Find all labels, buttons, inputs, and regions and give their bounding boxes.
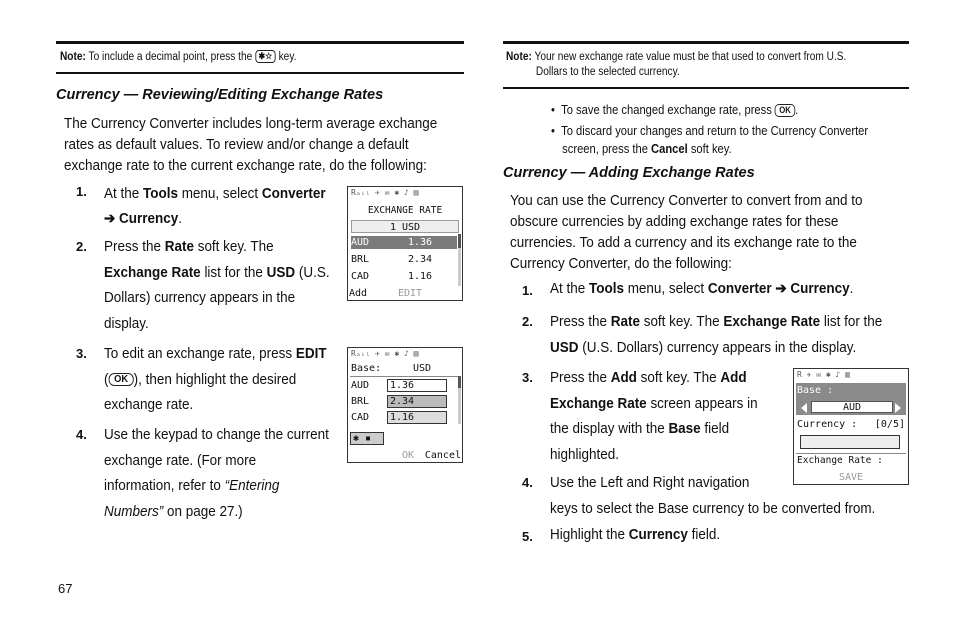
status-bar: Rₐᵢₗ ✈ ✉ ✱ ♪ ▥ — [351, 349, 419, 358]
status-bar: Rₐᵢₗ ✈ ✉ ✱ ♪ ▥ — [351, 188, 419, 197]
note-text-end: key. — [278, 51, 297, 63]
screen-title: EXCHANGE RATE — [367, 205, 443, 216]
text: list for the — [820, 314, 883, 330]
text: field. — [687, 527, 721, 543]
bullet-dot: • — [551, 102, 562, 117]
text: Press the — [550, 314, 611, 330]
converter-term: Converter — [261, 186, 326, 202]
right-step-2 — [550, 310, 882, 361]
intro-line: rates as default values. To review and/or change a default — [64, 137, 409, 153]
text: Press the — [550, 370, 611, 386]
add-term: Add — [720, 370, 747, 386]
step-number: 2. — [76, 239, 87, 254]
currency-label: Currency : — [797, 419, 858, 430]
scrollbar-thumb — [458, 376, 461, 388]
scrollbar-thumb — [458, 234, 461, 248]
text: (U.S. — [295, 264, 330, 281]
text: soft key. The — [636, 370, 721, 386]
text: Use the keypad to change the current — [104, 427, 329, 443]
text: exchange rate. (For more — [104, 452, 257, 469]
currency-term: Currency — [628, 527, 688, 543]
save-softkey: SAVE — [838, 472, 864, 483]
left-intro-paragraph — [64, 114, 437, 177]
status-bar: R ✈ ✉ ✱ ♪ ▥ — [797, 370, 850, 379]
text: display. — [104, 315, 149, 332]
text: soft key. The — [193, 239, 274, 255]
text: menu, select — [623, 281, 708, 297]
text: At the — [550, 281, 589, 297]
text: . — [795, 102, 799, 117]
base-label: Base: — [351, 363, 382, 374]
text: field — [700, 421, 730, 437]
step-number: 3. — [522, 370, 533, 385]
bullet-dot: • — [551, 123, 562, 138]
text: Dollars) currency appears in the — [104, 290, 296, 306]
currency-code: BRL — [351, 396, 370, 407]
text: on page 27.) — [163, 503, 243, 520]
exchange-rate-term: Exchange Rate — [550, 395, 647, 412]
text: exchange rate. — [104, 397, 194, 413]
text: To edit an exchange rate, press — [104, 346, 296, 362]
right-intro-paragraph — [510, 191, 863, 275]
currency-input — [800, 435, 900, 449]
rate-row-brl — [351, 253, 457, 266]
currency-code: CAD — [351, 412, 370, 423]
ok-softkey: OK — [402, 450, 415, 461]
star-key-icon: ✱☆ — [255, 50, 276, 63]
text: Highlight the — [550, 527, 629, 543]
edit-rate-screen — [347, 347, 463, 463]
reference-link: “Entering — [224, 478, 280, 494]
bullet-save — [551, 101, 798, 119]
rate-row-brl — [351, 395, 459, 408]
currency-term: ➔ Currency — [104, 211, 179, 227]
converter-currency-term: Converter ➔ Currency — [707, 281, 850, 297]
base-row — [351, 362, 459, 375]
note-text: To include a decimal point, press the — [88, 51, 253, 63]
left-note-top-rule — [56, 41, 464, 44]
text: . — [178, 211, 183, 227]
add-softkey: Add — [349, 288, 368, 299]
left-note-bottom-rule — [56, 72, 464, 74]
text: keys to select the Base currency to be converted from. — [550, 500, 876, 517]
ok-key-icon: OK — [775, 104, 795, 117]
right-note-top-rule — [503, 41, 909, 44]
text: information, refer to — [104, 478, 225, 494]
step-number: 2. — [522, 314, 533, 329]
step-number: 4. — [522, 475, 533, 490]
rate-term: Rate — [164, 239, 194, 255]
text: (U.S. Dollars) currency appears in the display. — [578, 339, 857, 356]
softkey-bar — [348, 288, 462, 300]
divider — [350, 376, 460, 377]
rate-row-aud — [351, 236, 457, 249]
note-text: Dollars to the selected currency. — [535, 66, 680, 78]
usd-term: USD — [550, 339, 579, 356]
tools-term: Tools — [588, 281, 624, 297]
note-label: Note: — [506, 51, 532, 63]
note-label: Note: — [60, 51, 86, 63]
note-text: Your new exchange rate value must be that used to convert from U.S. — [534, 51, 847, 63]
text: soft key. The — [639, 314, 724, 330]
right-step-5 — [550, 527, 720, 543]
add-term: Add — [610, 370, 637, 386]
input-mode-indicator: ✱ ▪ — [350, 432, 384, 445]
chevron-right-icon — [895, 403, 901, 413]
tools-term: Tools — [142, 186, 178, 202]
exchange-rate-term: Exchange Rate — [723, 314, 821, 330]
cancel-term: Cancel — [651, 141, 688, 156]
softkey-bar — [794, 472, 908, 484]
left-step-3 — [104, 342, 327, 419]
left-note — [60, 50, 296, 65]
rate-input: 1.16 — [387, 411, 447, 424]
edit-term: EDIT — [295, 346, 327, 362]
text: To save the changed exchange rate, press — [561, 102, 772, 117]
screen-subtitle: 1 USD — [351, 220, 459, 233]
intro-line: The Currency Converter includes long-term average exchange — [64, 116, 438, 132]
bullet-cancel — [551, 122, 868, 158]
reference-link: Numbers” — [104, 503, 164, 520]
exchange-rate-label: Exchange Rate : — [797, 455, 883, 466]
exchange-rate-screen — [347, 186, 463, 301]
step-number: 1. — [522, 283, 533, 298]
rate-value: 1.36 — [408, 237, 433, 248]
right-section-heading: Currency — Adding Exchange Rates — [503, 165, 755, 181]
currency-code: CAD — [351, 271, 370, 282]
cancel-softkey: Cancel — [424, 450, 461, 461]
step-number: 5. — [522, 529, 533, 544]
text: . — [849, 281, 854, 297]
right-step-1 — [550, 281, 853, 297]
right-note — [506, 50, 846, 80]
currency-code: BRL — [351, 254, 370, 265]
right-note-bottom-rule — [503, 87, 909, 89]
right-step-3 — [550, 366, 758, 468]
base-label: Base : — [797, 385, 834, 396]
left-section-heading: Currency — Reviewing/Editing Exchange Rates — [56, 87, 384, 103]
text: To discard your changes and return to the Currency Converter — [561, 123, 869, 138]
text: screen appears in — [646, 395, 758, 412]
text: soft key. — [687, 141, 732, 156]
rate-row-cad — [351, 270, 457, 283]
text: list for the — [200, 264, 267, 281]
step-number: 1. — [76, 184, 87, 199]
currency-code: AUD — [351, 237, 370, 248]
rate-value: 2.34 — [408, 254, 433, 265]
intro-line: Currency Converter, do the following: — [510, 256, 732, 272]
edit-softkey: EDIT — [398, 288, 423, 299]
ok-key-icon: OK — [109, 373, 134, 386]
rate-input: 1.36 — [387, 379, 447, 392]
base-value: AUD — [811, 401, 893, 413]
text: At the — [104, 186, 143, 202]
text: highlighted. — [550, 446, 619, 463]
text: Use the Left and Right navigation — [550, 475, 750, 491]
text: Press the — [104, 239, 165, 255]
currency-row — [797, 418, 905, 431]
intro-line: currencies. To add a currency and its exchange rate to the — [510, 235, 857, 251]
chevron-left-icon — [801, 403, 807, 413]
char-counter: [0/5] — [874, 419, 905, 430]
exchange-rate-term: Exchange Rate — [104, 264, 201, 281]
page-number: 67 — [58, 581, 73, 596]
base-value: USD — [413, 363, 432, 374]
base-term: Base — [668, 421, 701, 437]
rate-input: 2.34 — [387, 395, 447, 408]
step-number: 3. — [76, 346, 87, 361]
left-step-2 — [104, 235, 330, 337]
intro-line: obscure currencies by adding exchange rates for these — [510, 214, 839, 230]
intro-line: exchange rate to the current exchange rate, do the following: — [64, 158, 427, 174]
text: screen, press the — [562, 141, 652, 156]
text: the display with the — [550, 421, 669, 437]
left-step-4 — [104, 423, 329, 525]
intro-line: You can use the Currency Converter to convert from and to — [510, 193, 863, 209]
rate-value: 1.16 — [408, 271, 433, 282]
softkey-bar — [348, 450, 462, 462]
add-exchange-rate-screen — [793, 368, 909, 485]
step-number: 4. — [76, 427, 87, 442]
left-step-1 — [104, 182, 326, 232]
rate-row-aud — [351, 379, 459, 392]
rate-row-cad — [351, 411, 459, 424]
usd-term: USD — [266, 264, 296, 281]
text: menu, select — [177, 186, 262, 202]
currency-code: AUD — [351, 380, 370, 391]
text: ), then highlight the desired — [133, 371, 297, 388]
rate-term: Rate — [610, 314, 640, 330]
text: ( — [104, 371, 109, 388]
